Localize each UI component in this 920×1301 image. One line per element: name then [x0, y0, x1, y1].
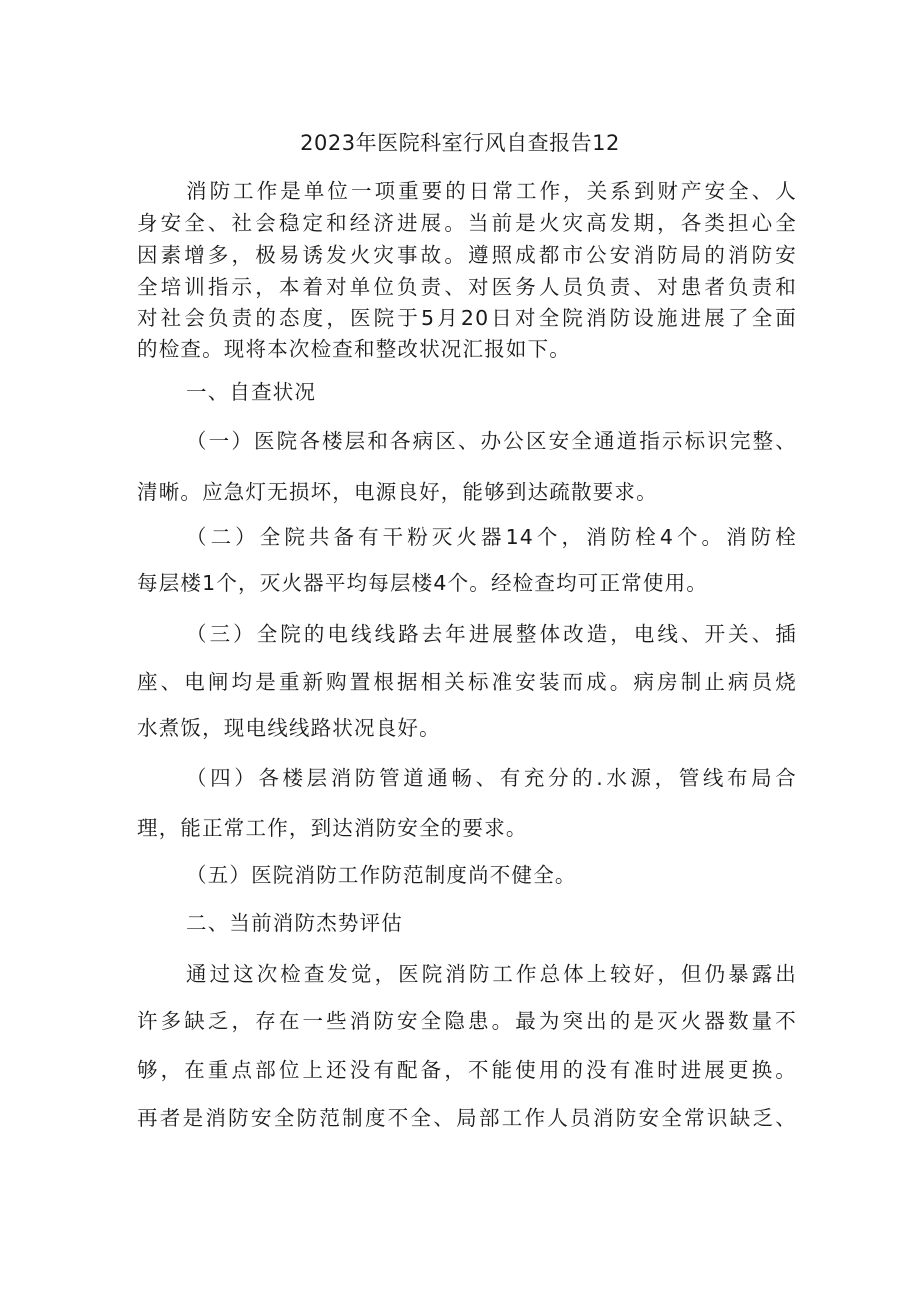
paragraph-line: 对社会负责的态度，医院于5月20日对全院消防设施进展了全面: [137, 306, 797, 330]
section-heading: 二、当前消防杰势评估: [186, 911, 403, 935]
paragraph-line: 清晰。应急灯无损坏，电源良好，能够到达疏散要求。: [137, 480, 658, 504]
paragraph-line: 每层楼1个，灭火器平均每层楼4个。经检查均可正常使用。: [137, 571, 708, 595]
document-title: 2023年医院科室行风自查报告12: [300, 131, 620, 155]
paragraph-line: 许多缺乏，存在一些消防安全隐患。最为突出的是灭火器数量不: [137, 1009, 797, 1033]
paragraph-line: 够，在重点部位上还没有配备，不能使用的没有准时进展更换。: [137, 1058, 797, 1082]
paragraph-line: 通过这次检查发觉，医院消防工作总体上较好，但仍暴露出: [186, 962, 797, 986]
paragraph-line: （二）全院共备有干粉灭火器14个，消防栓4个。消防栓: [186, 525, 797, 549]
paragraph-line: 因素增多，极易诱发火灾事故。遵照成都市公安消防局的消防安: [137, 243, 797, 267]
paragraph-line: （五）医院消防工作防范制度尚不健全。: [186, 863, 577, 887]
paragraph-line: （四）各楼层消防管道通畅、有充分的.水源，管线布局合: [186, 766, 797, 790]
paragraph-line: 的检查。现将本次检查和整改状况汇报如下。: [137, 337, 571, 361]
paragraph-line: （一）医院各楼层和各病区、办公区安全通道指示标识完整、: [186, 429, 797, 453]
paragraph-line: 全培训指示，本着对单位负责、对医务人员负责、对患者负责和: [137, 275, 797, 299]
paragraph-line: 消防工作是单位一项重要的日常工作，关系到财产安全、人: [186, 179, 797, 203]
paragraph-line: 再者是消防安全防范制度不全、局部工作人员消防安全常识缺乏、: [137, 1106, 797, 1130]
paragraph-line: 水煮饭，现电线线路状况良好。: [137, 716, 441, 740]
paragraph-line: 理，能正常工作，到达消防安全的要求。: [137, 816, 528, 840]
paragraph-line: 身安全、社会稳定和经济进展。当前是火灾高发期，各类担心全: [137, 211, 797, 235]
paragraph-line: （三）全院的电线线路去年进展整体改造，电线、开关、插: [186, 622, 797, 646]
paragraph-line: 座、电闸均是重新购置根据相关标准安装而成。病房制止病员烧: [137, 670, 797, 694]
section-heading: 一、自查状况: [186, 380, 317, 404]
